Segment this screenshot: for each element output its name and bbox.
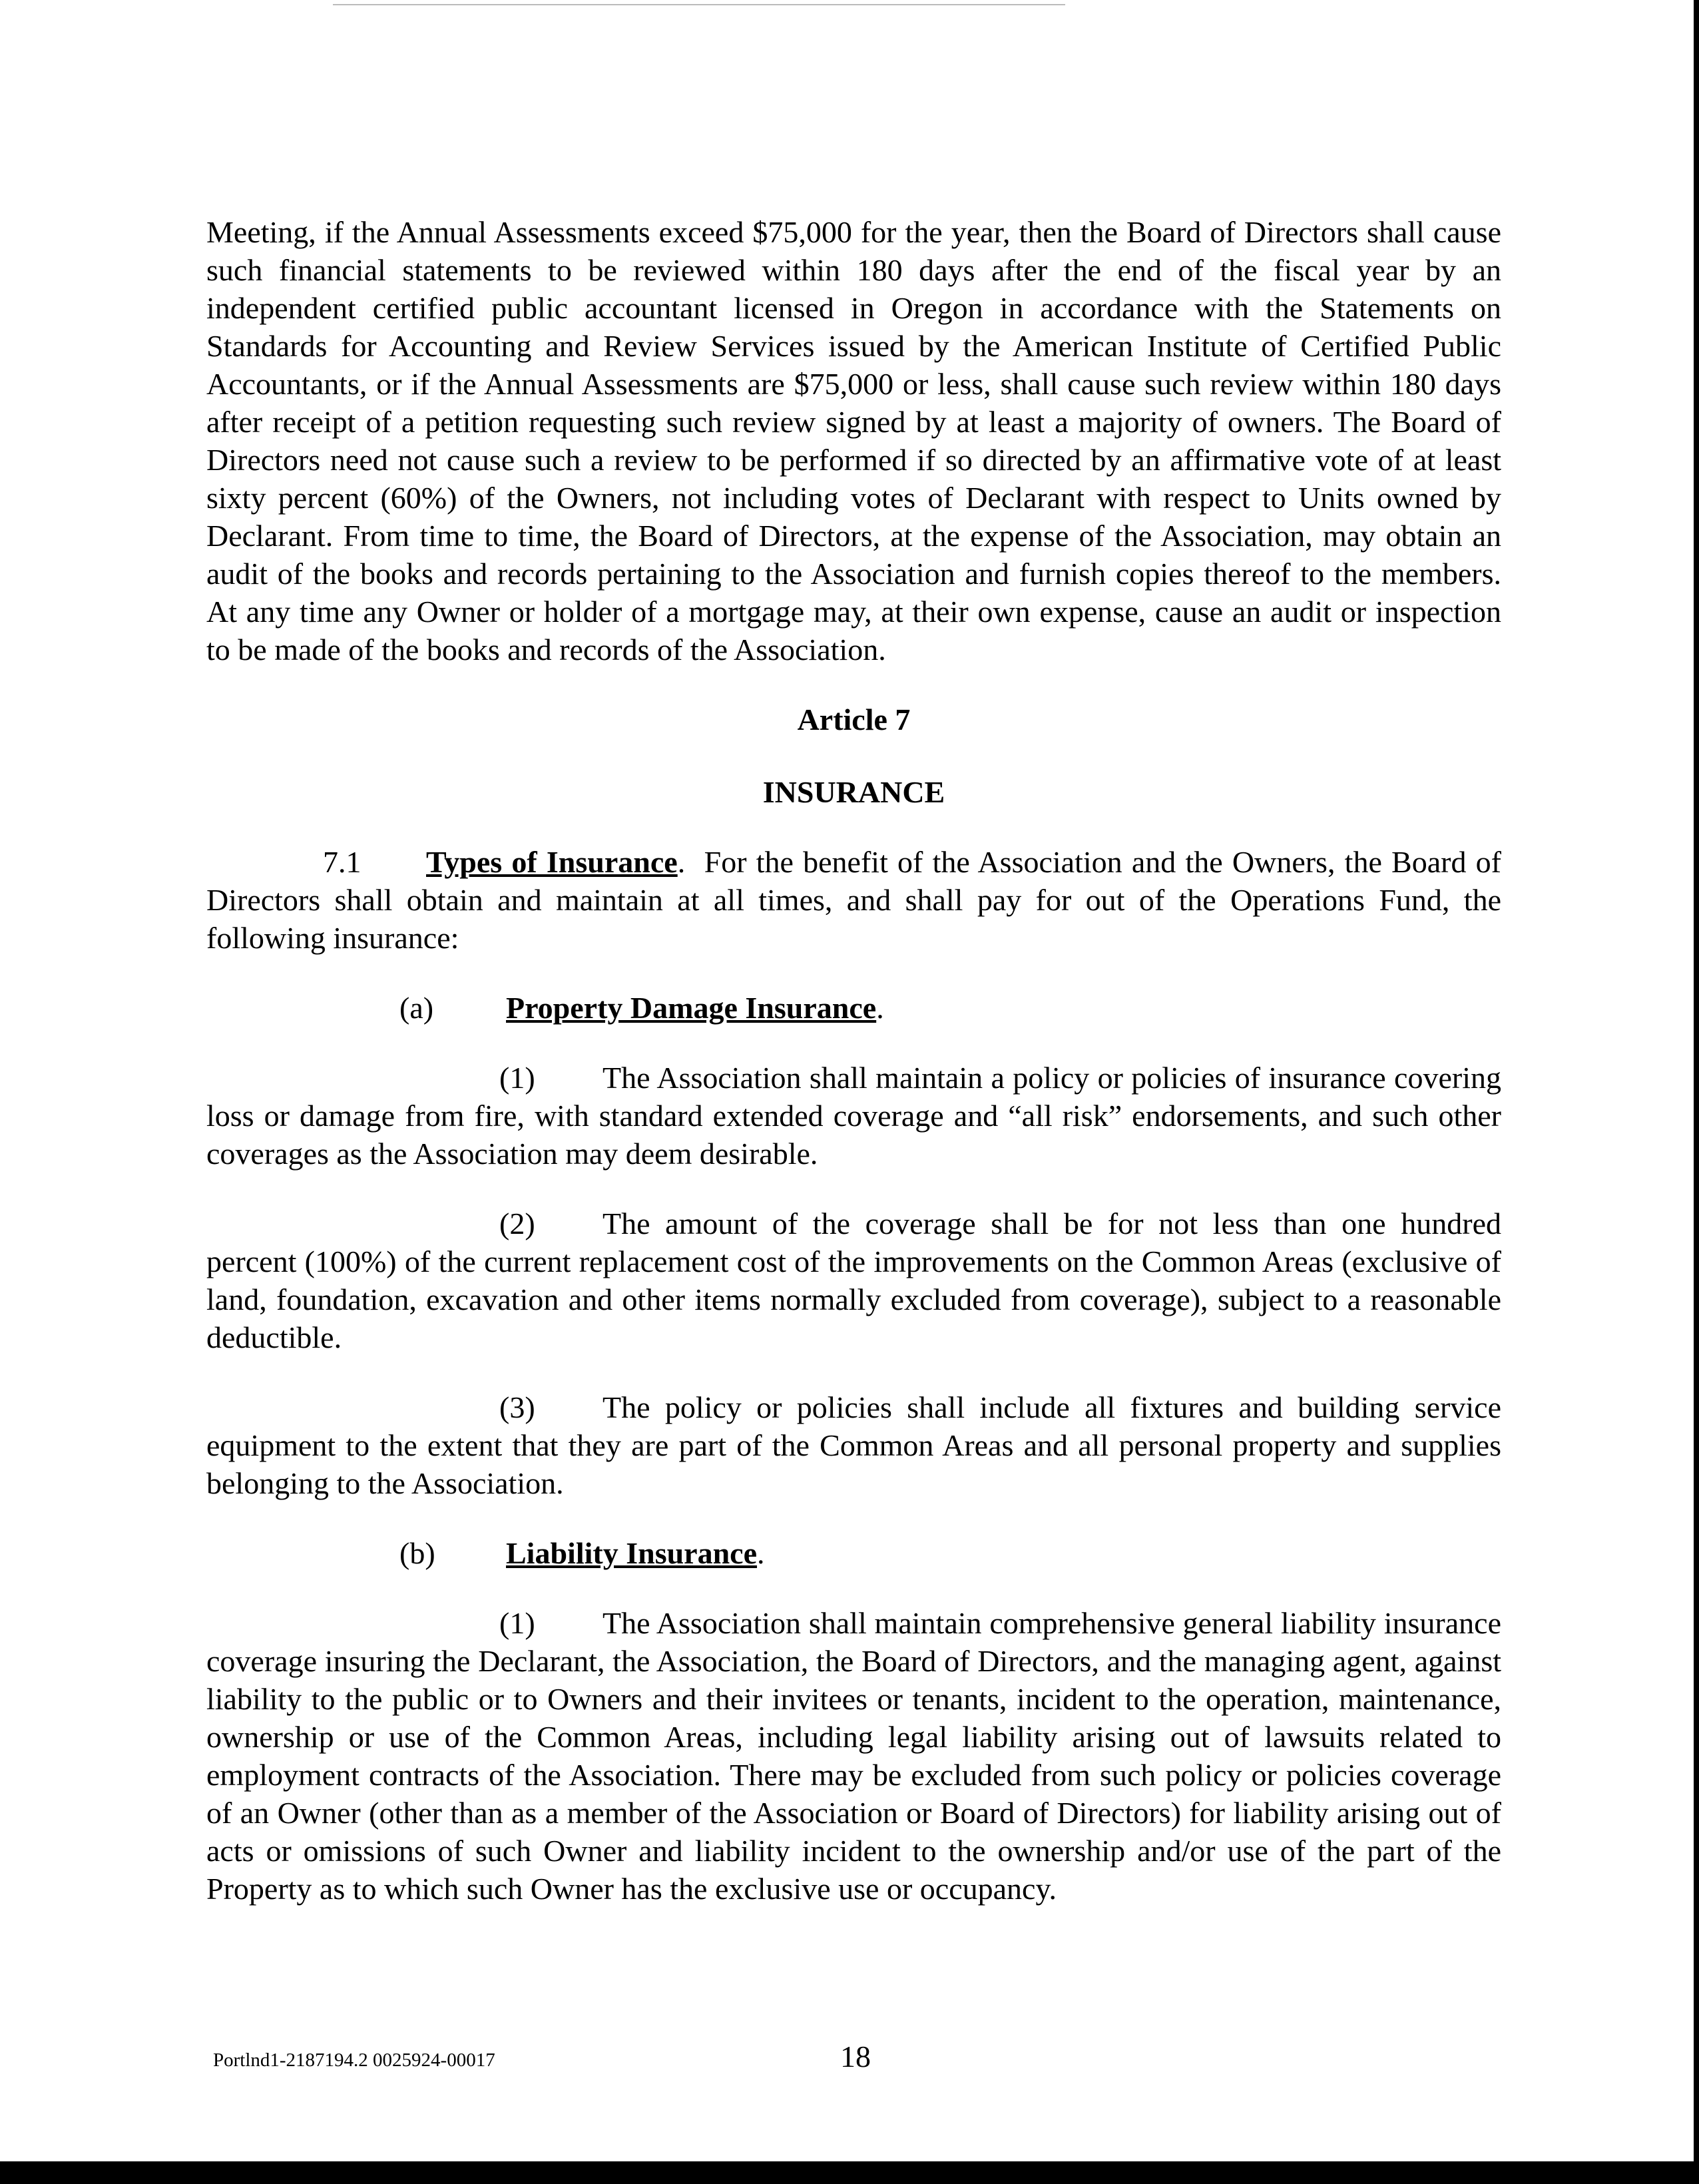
section-text: For the benefit of the Association and the Owners, the Board of Directors shall obtain and maintain at all times, and shall pay for out of the Operations Fund, the following insurance: (206, 845, 1502, 955)
page-number: 18 (840, 2040, 871, 2073)
scan-border-bottom (0, 2161, 1699, 2184)
intro-paragraph: Meeting, if the Annual Assessments exceed $75,000 for the year, then the Board of Directors shall cause such financial statements to be reviewed within 180 days after the end of the fiscal year by an independent certified public accountant licensed in Oregon in accordance with the Statements on Standards for Accounting and Review Services issued by the American Institute of Certified Public Accountants, or if the Annual Assessments are $75,000 or less, shall cause such review within 180 days after receipt of a petition requesting such review signed by at least a majority of owners. The Board of Directors need not cause such a review to be performed if so directed by an affirmative vote of at least sixty percent (60%) of the Owners, not including votes of Declarant with respect to Units owned by Declarant. From time to time, the Board of Directors, at the expense of the Association, may obtain an audit of the books and records pertaining to the Association and furnish copies thereof to the members. At any time any Owner or holder of a mortgage may, at their own expense, cause an audit or inspection to be made of the books and records of the Association. (206, 215, 1501, 667)
item-text: The policy or policies shall include all fixtures and building service equipment to the extent that they are part of the Common Areas and all personal property and supplies belonging to the Association. (206, 1390, 1501, 1500)
article-title: INSURANCE (762, 775, 945, 809)
item-number: (2) (499, 1207, 535, 1240)
article-number: Article 7 (797, 702, 911, 736)
section-number: 7.1 (323, 845, 362, 879)
subsection-title: Property Damage Insurance (506, 991, 877, 1025)
scan-border-right (1694, 0, 1699, 2184)
subsection-a-item-2 (206, 1205, 1501, 1356)
item-number: (1) (499, 1606, 535, 1640)
item-text: The Association shall maintain comprehensive general liability insurance coverage insuring the Declarant, the Association, the Board of Directors, and the managing agent, against liability to the public or to Owners and their invitees or tenants, incident to the operation, maintenance, ownership or use of the Common Areas, including legal liability arising out of lawsuits related to employment contracts of the Association. There may be excluded from such policy or policies coverage of an Owner (other than as a member of the Association or Board of Directors) for liability arising out of acts or omissions of such Owner and liability incident to the ownership and/or use of the part of the Property as to which such Owner has the exclusive use or occupancy. (206, 1606, 1501, 1906)
subsection-label: (b) (399, 1536, 435, 1570)
subsection-b-heading: (b) Liability Insurance. (206, 1534, 1501, 1572)
subsection-a-item-1 (206, 1059, 1501, 1173)
document-body (206, 213, 1501, 1908)
subsection-label: (a) (399, 991, 434, 1025)
subsection-b-item-1 (206, 1604, 1501, 1908)
item-number: (3) (499, 1390, 535, 1424)
section-heading: Types of Insurance (426, 845, 678, 879)
subsection-a-heading: (a) Property Damage Insurance. (206, 989, 1501, 1027)
item-text: The Association shall maintain a policy or policies of insurance covering loss or damage from fire, with standard extended coverage and “all risk” endorsements, and such other coverages as the Association may deem desirable. (206, 1061, 1501, 1171)
subsection-a-item-3 (206, 1388, 1501, 1502)
scan-edge-line (333, 4, 1065, 5)
subsection-title: Liability Insurance (506, 1536, 758, 1570)
section-7-1: 7.1 Types of Insurance. For the benefit of the Association and the Owners, the Board of Directors shall obtain and maintain at all times, and shall pay for out of the Operations Fund, the following insurance: (206, 843, 1501, 957)
item-text: The amount of the coverage shall be for not less than one hundred percent (100%) of the current replacement cost of the improvements on the Common Areas (exclusive of land, foundation, excavation and other items normally excluded from coverage), subject to a reasonable deductible. (206, 1207, 1501, 1354)
item-number: (1) (499, 1061, 535, 1095)
footer-document-id: Portlnd1-2187194.2 0025924-00017 (213, 2049, 495, 2071)
